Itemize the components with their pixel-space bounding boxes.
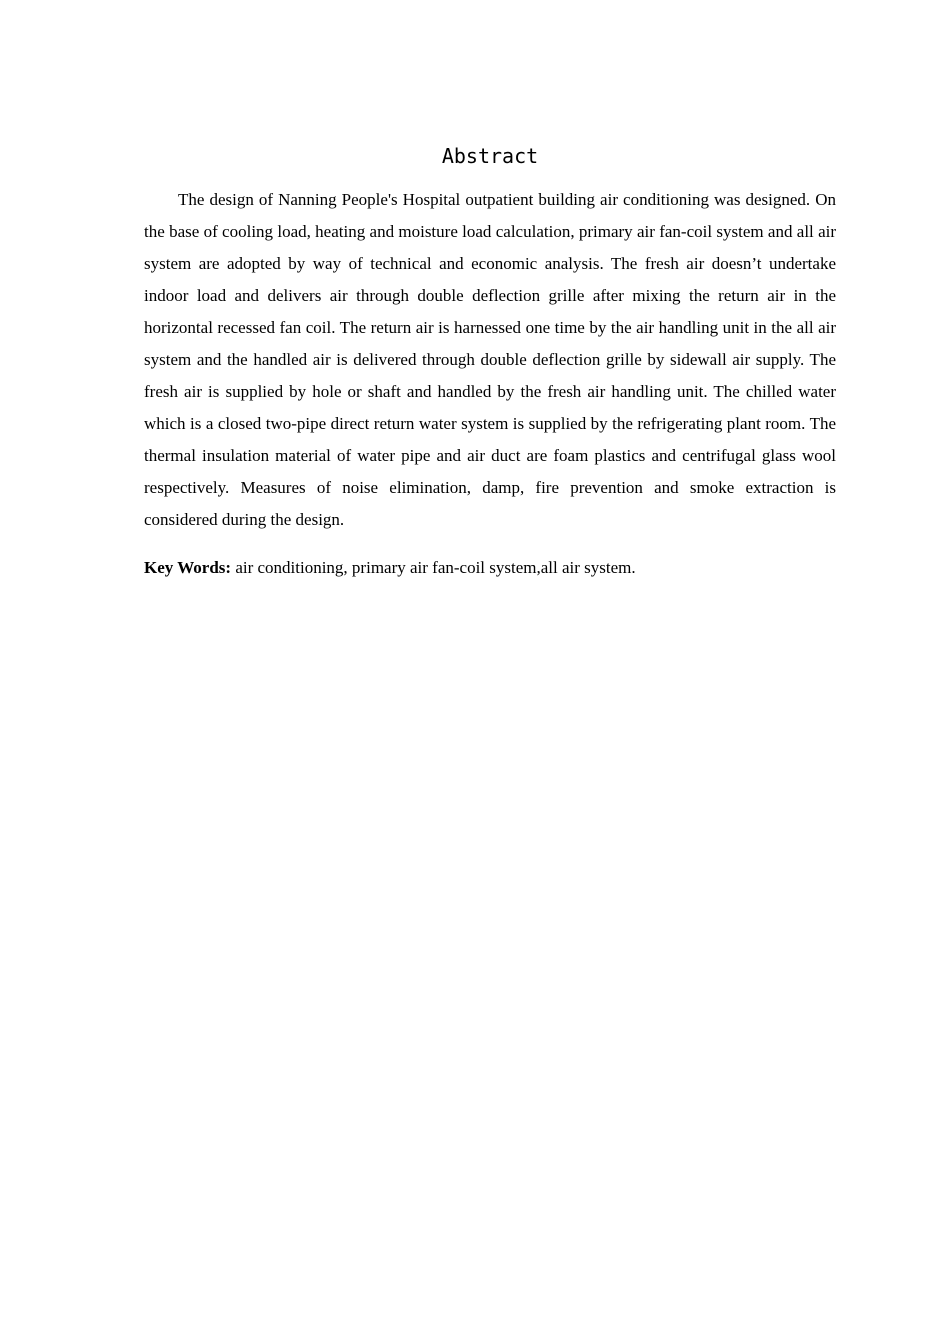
page-title: Abstract (441, 144, 539, 168)
keywords-label: Key Words: (144, 558, 232, 577)
abstract-section (144, 140, 836, 584)
keywords-line (144, 552, 836, 584)
abstract-paragraph: The design of Nanning People's Hospital outpatient building air conditioning was designed. On the base of cooling load, heating and moisture load calculation, primary air fan-coil system and all air system are adopted by way of technical and economic analysis. The fresh air doesn’t undertake indoor load and delivers air through double deflection grille after mixing the return air in the horizontal recessed fan coil. The return air is harnessed one time by the air handling unit in the all air system and the handled air is delivered through double deflection grille by sidewall air supply. The fresh air is supplied by hole or shaft and handled by the fresh air handling unit. The chilled water which is a closed two-pipe direct return water system is supplied by the refrigerating plant room. The thermal insulation material of water pipe and air duct are foam plastics and centrifugal glass wool respectively. Measures of noise elimination, damp, fire prevention and smoke extraction is considered during the design. (144, 190, 836, 529)
keywords-text: air conditioning, primary air fan-coil system,all air system. (231, 558, 636, 577)
